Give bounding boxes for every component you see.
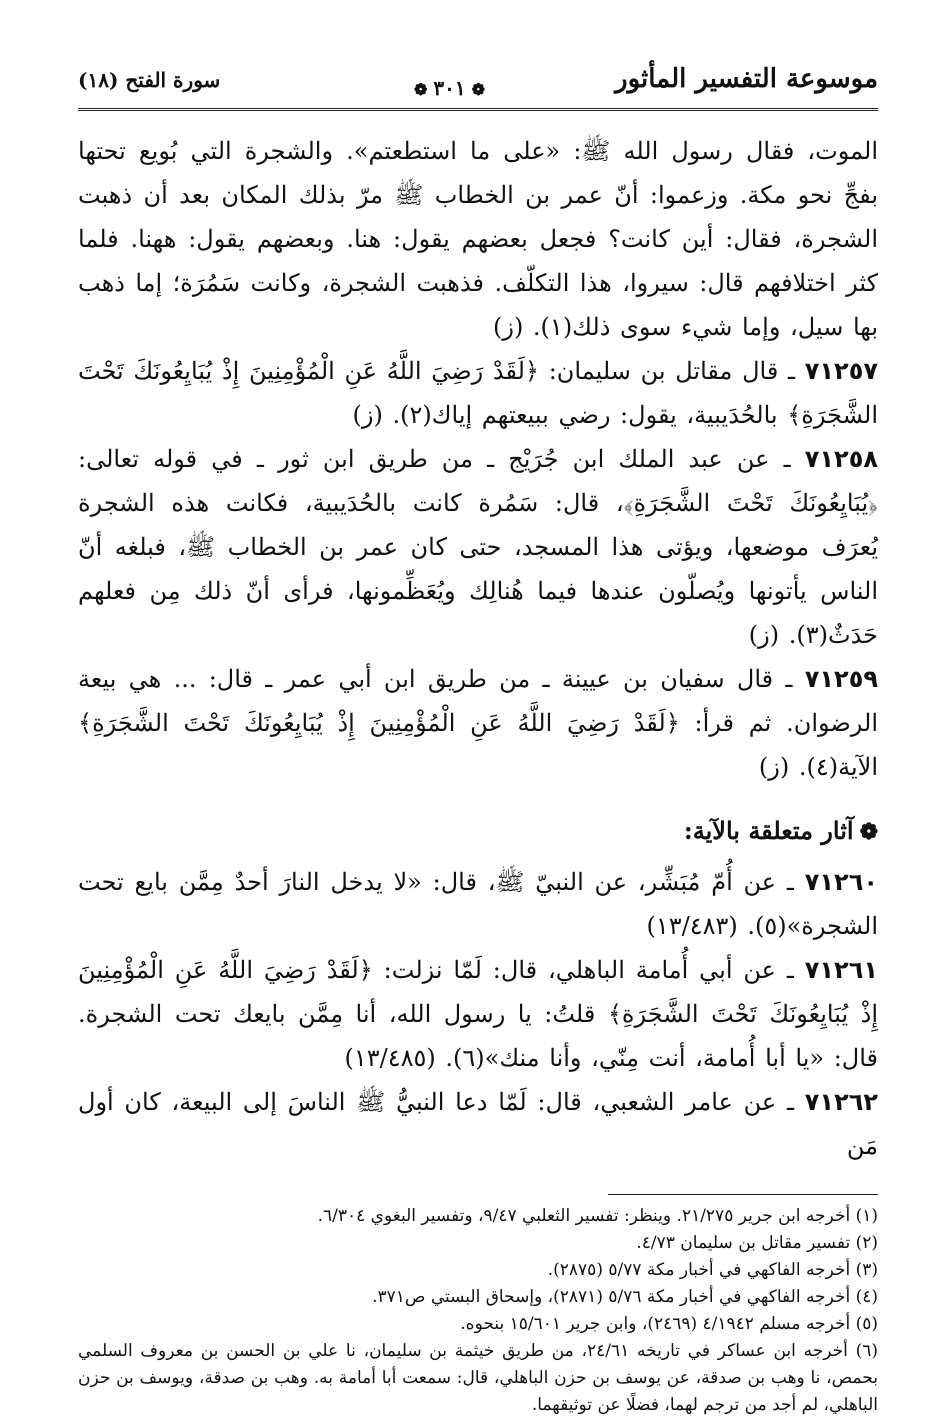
- footnote-separator: [608, 1194, 878, 1195]
- hadith-text: ـ عن عبد الملك ابن جُرَيْج ـ من طريق ابن ثور ـ في قوله تعالى: ﴿يُبَايِعُونَكَ تَحْتَ الشَّجَرَةِ﴾، قال: سَمُرة كانت بالحُدَيبية، فكانت هذه الشجرة يُعرَف موضعها، ويؤتى هذا المسجد، حتى كان عمر بن الخطاب ﷺ، فبلغه أنّ الناس يأتونها ويُصلّون عندها فيما هُنالِك ويُعَظِّمونها، فرأى أنّ ذلك مِن فعلهم حَدَثٌ(٣). (ز): [78, 445, 878, 649]
- book-page: [78, 48, 879, 1415]
- athar-entry: [78, 948, 878, 1080]
- footnotes: [78, 1203, 878, 1419]
- hadith-entry: [78, 437, 878, 657]
- hadith-number: ٧١٢٥٩: [804, 665, 878, 693]
- athar-number: ٧١٢٦٢: [804, 1088, 879, 1116]
- footnote: (٣) أخرجه الفاكهي في أخبار مكة ٥/٧٧ (٢٨٧٥).: [547, 1260, 878, 1280]
- hadith-entry: [78, 657, 878, 789]
- hadith-number: ٧١٢٥٨: [804, 445, 878, 473]
- footnote: (٤) أخرجه الفاكهي في أخبار مكة ٥/٧٦ (٢٨٧١)، وإسحاق البستي ص٣٧١.: [372, 1287, 878, 1307]
- section-title: آثار متعلقة بالآية:: [683, 816, 854, 845]
- page-body: [78, 129, 878, 1419]
- book-title: موسوعة التفسير المأثور: [615, 64, 878, 94]
- athar-entry: [78, 860, 878, 948]
- athar-entry: [78, 1080, 878, 1168]
- hadith-number: ٧١٢٥٧: [804, 357, 878, 385]
- surah-label: سورة الفتح (١٨): [78, 68, 221, 92]
- athar-text: ـ عن أُمّ مُبَشِّر، عن النبيّ ﷺ، قال: «لا يدخل النارَ أحدٌ مِمَّن بايع تحت الشجرة»(٥). (١٣/٤٨٣): [78, 868, 878, 940]
- paragraph: الموت، فقال رسول الله ﷺ: «على ما استطعتم». والشجرة التي بُويع تحتها بفجِّ نحو مكة. وزعموا: أنّ عمر بن الخطاب ﷺ مرّ بذلك المكان بعد أن ذهبت الشجرة، فقال: أين كانت؟ فجعل بعضهم يقول: هنا. وبعضهم يقول: ههنا. فلما كثر اختلافهم قال: سيروا، هذا التكلّف. فذهبت الشجرة، وكانت سَمُرَة؛ إما ذهب بها سيل، وإما شيء سوى ذلك(١). (ز): [78, 137, 878, 341]
- footnote: (٢) تفسير مقاتل بن سليمان ٤/٧٣.: [636, 1233, 878, 1253]
- athar-number: ٧١٢٦١: [804, 956, 878, 984]
- footnote: (٦) أخرجه ابن عساكر في تاريخه ٢٤/٦١، من طريق خيثمة بن سليمان، نا علي بن الحسن بن معروف السلمي بحمص، نا وهب بن صدقة، عن يوسف بن حزن الباهلي، قال: سمعت أبا أمامة به. وهب بن صدقة، ويوسف بن حزن الباهلي، لم أجد من ترجم لهما، فضلًا عن توثيقهما.: [78, 1341, 878, 1415]
- ornament-icon: ❁: [414, 80, 428, 99]
- athar-text: ـ عن عامر الشعبي، قال: لَمّا دعا النبيُّ ﷺ الناسَ إلى البيعة، كان أول مَن: [78, 1088, 878, 1160]
- section-heading: [78, 811, 878, 852]
- page-number-wrap: [408, 76, 491, 100]
- athar-number: ٧١٢٦٠: [804, 868, 878, 896]
- hadith-entry: [78, 349, 878, 437]
- ornament-icon: ❁: [471, 80, 486, 99]
- athar-text: ـ عن أبي أُمامة الباهلي، قال: لَمّا نزلت: ﴿لَقَدْ رَضِيَ اللَّهُ عَنِ الْمُؤْمِنِينَ إِذْ يُبَايِعُونَكَ تَحْتَ الشَّجَرَةِ﴾ قلتُ: يا رسول الله، أنا مِمَّن بايعك تحت الشجرة. قال: «يا أبا أُمامة، أنت مِنّي، وأنا منك»(٦). (١٣/٤٨٥): [78, 956, 878, 1072]
- flower-icon: ❁: [859, 819, 878, 845]
- footnote: (١) أخرجه ابن جرير ٢١/٢٧٥. وينظر: تفسير الثعلبي ٩/٤٧، وتفسير البغوي ٦/٣٠٤.: [317, 1206, 878, 1226]
- hadith-text: ـ قال مقاتل بن سليمان: ﴿لَقَدْ رَضِيَ اللَّهُ عَنِ الْمُؤْمِنِينَ إِذْ يُبَايِعُونَكَ تَحْتَ الشَّجَرَةِ﴾ بالحُدَيبية، يقول: رضي ببيعتهم إياك(٢). (ز): [78, 357, 878, 429]
- hadith-text: ـ قال سفيان بن عيينة ـ من طريق ابن أبي عمر ـ قال: ... هي بيعة الرضوان. ثم قرأ: ﴿لَقَدْ رَضِيَ اللَّهُ عَنِ الْمُؤْمِنِينَ إِذْ يُبَايِعُونَكَ تَحْتَ الشَّجَرَةِ﴾ الآية(٤). (ز): [78, 665, 878, 781]
- page-header: [78, 48, 878, 111]
- page-number: ٣٠١: [433, 76, 466, 100]
- footnote: (٥) أخرجه مسلم ٤/١٩٤٢ (٢٤٦٩)، وابن جرير ١٥/٦٠١ بنحوه.: [460, 1314, 878, 1334]
